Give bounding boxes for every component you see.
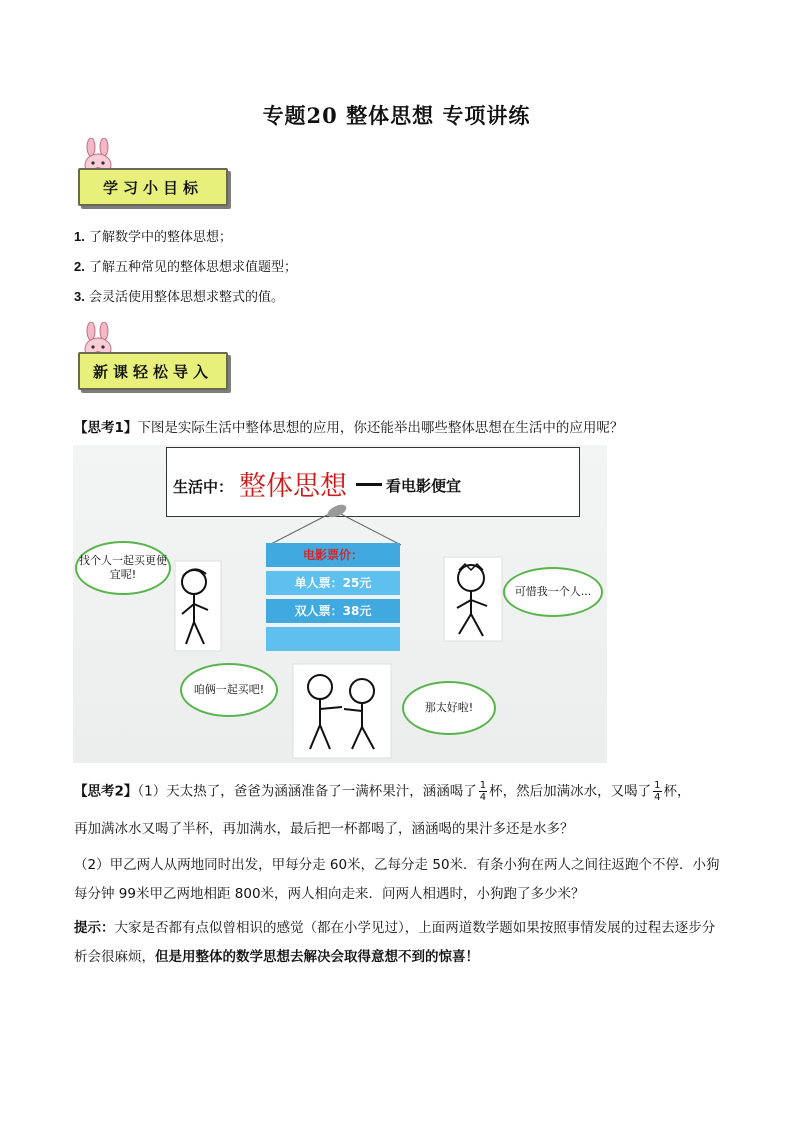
think2-paragraph-1: 【思考2】（1）天太热了，爸爸为涵涵准备了一满杯果汁，涵涵喝了 $\frac{1}{4}$ 杯，然后加满冰水，又喝了 $\frac{1}{4}$ 杯， <box>74 780 691 803</box>
think2-paragraph-2: （2）甲乙两人从两地同时出发，甲每分走 60米，乙每分走 50米．有条小狗在两人之间往返跑个不停．小狗每分钟 99米甲乙两地相距 800米，两人相向走来．问两人相遇时，小狗跑了多少米？ <box>74 857 720 902</box>
think2-paragraph-1-cont: 再加满冰水又喝了半杯，再加满水，最后把一杯都喝了，涵涵喝的果汁多还是水多？ <box>74 821 574 837</box>
girl-figure-icon <box>443 556 503 642</box>
think1-paragraph <box>74 419 724 437</box>
ticket-single: 单人票：25元 <box>266 571 400 595</box>
ticket-double: 双人票：38元 <box>266 599 400 623</box>
speech-bubble-left: 找个人一起买更便宜呢! <box>75 541 171 595</box>
boy-figure-icon <box>174 560 222 652</box>
speech-bubble-great: 那太好啦! <box>402 681 496 735</box>
hint-paragraph: 提示：大家是否都有点似曾相识的感觉（都在小学见过），上面两道数学题如果按照事情发展的过程去逐步分析会很麻烦，但是用整体的数学思想去解决会取得意想不到的惊喜！ <box>74 920 716 965</box>
hint-lead: 提示： <box>74 920 115 936</box>
page-title: 专题20 整体思想 专项讲练 <box>262 103 531 128</box>
speech-bubble-right: 可惜我一个人... <box>503 567 603 617</box>
think1-text: 下图是实际生活中整体思想的应用，你还能举出哪些整体思想在生活中的应用呢？ <box>137 420 624 436</box>
speech-bubble-together: 咱俩一起买吧! <box>180 663 278 717</box>
badge-label: 学习小目标 <box>78 168 228 206</box>
think2-tag: 【思考2】 <box>74 783 138 800</box>
card-rest: 看电影便宜 <box>386 477 462 495</box>
ticket-header: 电影票价： <box>266 543 400 567</box>
pair-figures-icon <box>292 663 392 759</box>
fraction-one-quarter: $\frac{1}{4}$ <box>479 780 487 803</box>
ticket-footer-band <box>266 627 400 651</box>
card-prefix: 生活中： <box>173 478 234 496</box>
objective-item: 2. 了解五种常见的整体思想求值题型； <box>74 259 297 275</box>
fraction-one-quarter: $\frac{1}{4}$ <box>654 780 661 803</box>
badge-label: 新课轻松导入 <box>78 352 228 390</box>
ticket-price-sign <box>266 543 400 657</box>
card-big-text: 整体思想 <box>239 471 347 502</box>
objective-item: 3. 会灵活使用整体思想求整式的值。 <box>74 289 284 305</box>
objective-item: 1. 了解数学中的整体思想； <box>74 229 232 245</box>
movie-ticket-illustration <box>73 445 607 763</box>
think1-tag: 【思考1】 <box>74 420 138 436</box>
